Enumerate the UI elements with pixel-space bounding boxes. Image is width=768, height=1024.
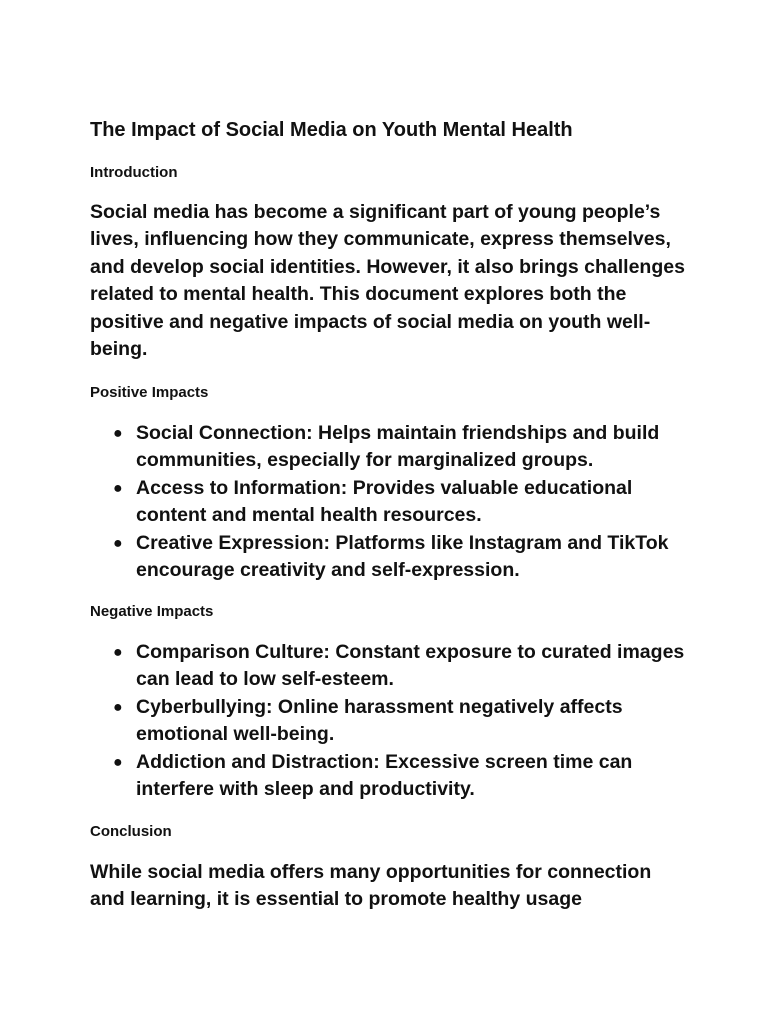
positive-impacts-heading: Positive Impacts: [90, 384, 209, 401]
list-item: [90, 749, 685, 804]
list-item: [90, 530, 685, 585]
list-item-text: Access to Information: Provides valuable educational content and mental health resources.: [136, 476, 633, 527]
introduction-heading: Introduction: [90, 164, 178, 181]
bullet-icon: ●: [113, 479, 123, 497]
bullet-icon: ●: [113, 753, 123, 771]
introduction-paragraph: Social media has become a significant part of young people’s lives, influencing how they communicate, express themselves, and develop social identities. However, it also brings challenges related to mental health. This document explores both the positive and negative impacts of social media on youth well-being.: [90, 201, 685, 361]
list-item-text: Creative Expression: Platforms like Instagram and TikTok encourage creativity and self-expression.: [136, 531, 669, 582]
positive-impacts-list: [90, 420, 685, 584]
negative-impacts-heading: Negative Impacts: [90, 603, 214, 620]
bullet-icon: ●: [113, 644, 123, 661]
document-title: The Impact of Social Media on Youth Mental Health: [90, 119, 573, 141]
bullet-icon: ●: [113, 698, 123, 716]
negative-impacts-list: [90, 639, 685, 803]
list-item: [90, 475, 685, 530]
conclusion-heading: Conclusion: [90, 823, 172, 840]
list-item: [90, 420, 685, 475]
list-item: [90, 694, 685, 749]
list-item-text: Comparison Culture: Constant exposure to curated images can lead to low self-esteem.: [136, 641, 685, 691]
list-item-text: Social Connection: Helps maintain friendships and build communities, especially for marginalized groups.: [136, 422, 660, 472]
bullet-icon: ●: [113, 425, 123, 442]
list-item: [90, 639, 685, 694]
bullet-icon: ●: [113, 534, 123, 552]
list-item-text: Addiction and Distraction: Excessive screen time can interfere with sleep and productivity.: [136, 750, 633, 801]
list-item-text: Cyberbullying: Online harassment negatively affects emotional well-being.: [136, 695, 623, 746]
conclusion-paragraph: While social media offers many opportunities for connection and learning, it is essential to promote healthy usage: [90, 861, 652, 911]
